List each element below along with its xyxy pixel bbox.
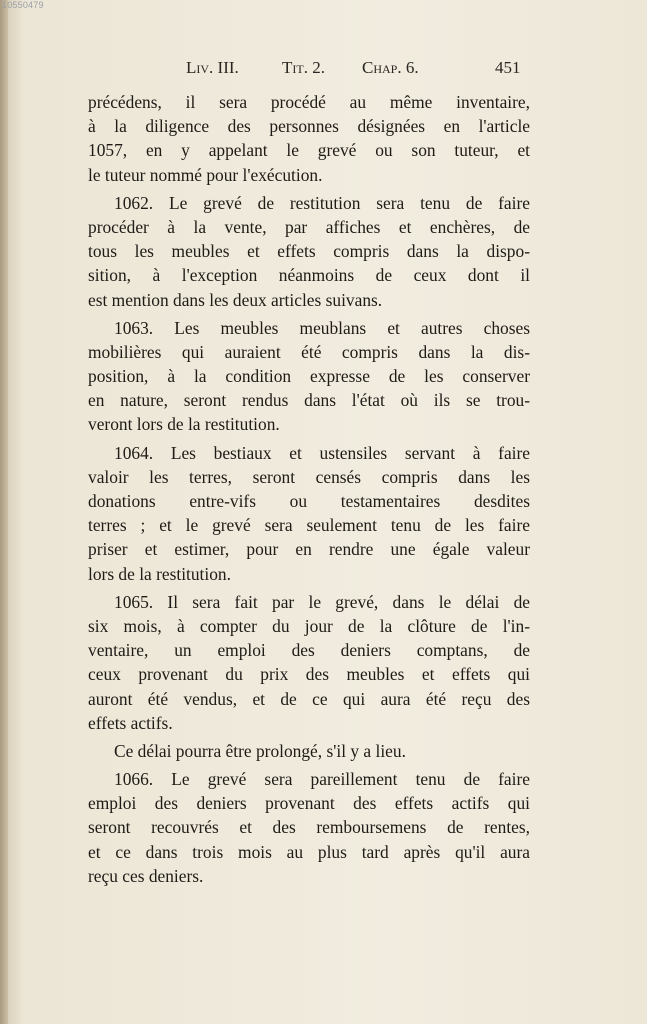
text-line: six mois, à compter du jour de la clôture de l'in-	[88, 615, 530, 636]
text-line: Ce délai pourra être prolongé, s'il y a lieu.	[114, 740, 406, 761]
text-line: seront recouvrés et des remboursemens de rentes,	[88, 817, 530, 838]
text-line: priser et estimer, pour en rendre une égale valeur	[88, 539, 530, 560]
page-number: 451	[495, 58, 521, 77]
text-line: en nature, seront rendus dans l'état où ils se trou-	[88, 390, 530, 411]
text-line: lors de la restitution.	[88, 563, 231, 584]
running-head-chapter: Chap. 6.	[362, 58, 419, 77]
text-line: mobilières qui auraient été compris dans la dis-	[88, 341, 530, 362]
text-line: sition, à l'exception néanmoins de ceux dont il	[88, 265, 530, 286]
text-line: terres ; et le grevé sera seulement tenu de les faire	[88, 515, 530, 536]
text-line: 1063. Les meubles meublans et autres choses	[114, 317, 530, 338]
text-line: à la diligence des personnes désignées en l'article	[88, 116, 530, 137]
text-line: 1062. Le grevé de restitution sera tenu de faire	[114, 192, 530, 213]
text-line: position, à la condition expresse de les conserver	[88, 366, 530, 387]
text-line: tous les meubles et effets compris dans la dispo-	[88, 241, 530, 262]
page-gutter-shadow	[0, 0, 8, 1024]
text-line: 1064. Les bestiaux et ustensiles servant à faire	[114, 442, 530, 463]
text-line: donations entre-vifs ou testamentaires desdites	[88, 491, 530, 511]
text-line: emploi des deniers provenant des effets actifs qui	[88, 793, 530, 814]
text-line: procéder à la vente, par affiches et enchères, de	[88, 216, 530, 237]
text-line: valoir les terres, seront censés compris dans les	[88, 466, 530, 487]
text-line: est mention dans les deux articles suivans.	[88, 289, 383, 310]
text-line: et ce dans trois mois au plus tard après qu'il aura	[88, 841, 530, 862]
running-head	[186, 58, 531, 82]
text-line: précédens, il sera procédé au même inventaire,	[88, 92, 530, 112]
text-line: 1065. Il sera fait par le grevé, dans le délai de	[114, 591, 530, 612]
scan-identifier: 10550479	[2, 0, 44, 10]
text-line: 1057, en y appelant le grevé ou son tuteur, et	[88, 140, 530, 161]
body-text	[88, 90, 530, 888]
text-line: auront été vendus, et de ce qui aura été reçu des	[88, 688, 530, 709]
text-line: veront lors de la restitution.	[88, 414, 280, 435]
text-line: le tuteur nommé pour l'exécution.	[88, 164, 323, 185]
text-line: ceux provenant du prix des meubles et effets qui	[88, 664, 530, 685]
running-head-title: Tit. 2.	[282, 58, 325, 77]
running-head-book: Liv. III.	[186, 58, 239, 77]
text-line: 1066. Le grevé sera pareillement tenu de faire	[114, 769, 530, 790]
text-line: effets actifs.	[88, 712, 173, 733]
text-line: reçu ces deniers.	[88, 865, 204, 886]
text-line: ventaire, un emploi des deniers comptans, de	[88, 640, 530, 661]
